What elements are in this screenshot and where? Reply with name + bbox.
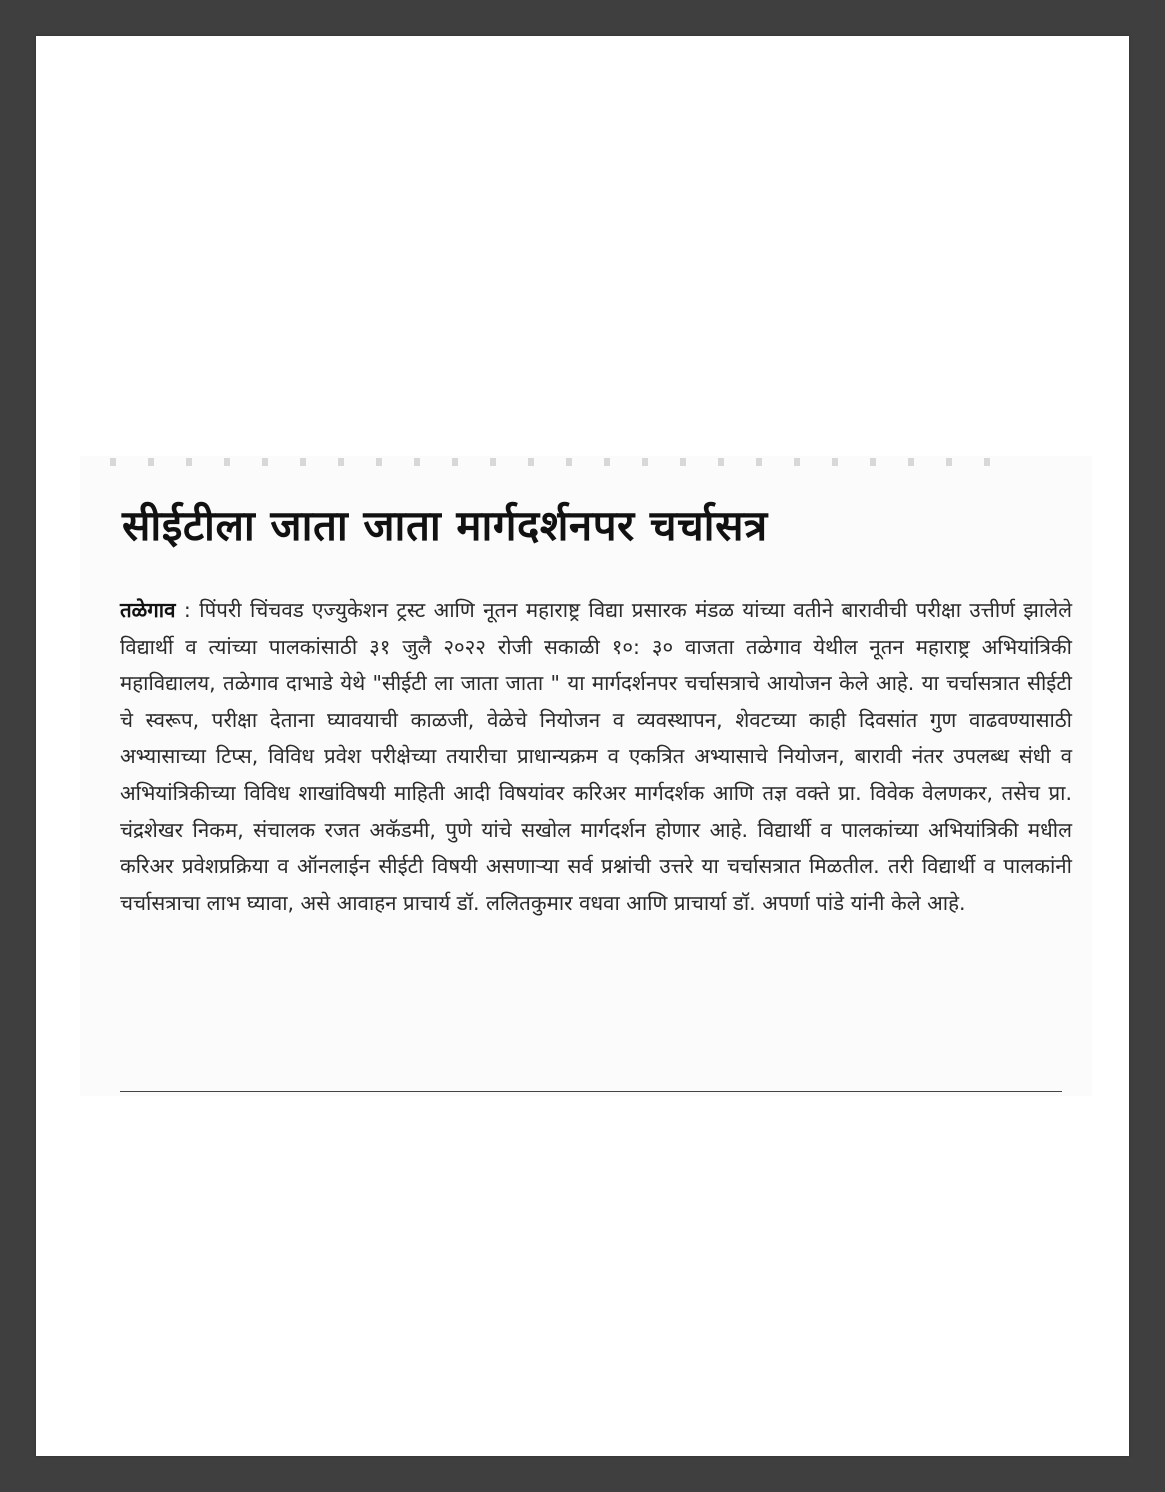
bottom-rule (120, 1091, 1062, 1092)
article-body-text: पिंपरी चिंचवड एज्युकेशन ट्रस्ट आणि नूतन महाराष्ट्र विद्या प्रसारक मंडळ यांच्या वतीने बारावीची परीक्षा उत्तीर्ण झालेले विद्यार्थी व त्यांच्या पालकांसाठी ३१ जुलै २०२२ रोजी सकाळी १०: ३० वाजता तळेगाव येथील नूतन महाराष्ट्र अभियांत्रिकी महाविद्यालय, तळेगाव दाभाडे येथे "सीईटी ला जाता जाता " या मार्गदर्शनपर चर्चासत्राचे आयोजन केले आहे. या चर्चासत्रात सीईटी चे स्वरूप, परीक्षा देताना घ्यावयाची काळजी, वेळेचे नियोजन व व्यवस्थापन, शेवटच्या काही दिवसांत गुण वाढवण्यासाठी अभ्यासाच्या टिप्स, विविध प्रवेश परीक्षेच्या तयारीचा प्राधान्यक्रम व एकत्रित अभ्यासाचे नियोजन, बारावी नंतर उपलब्ध संधी व अभियांत्रिकीच्या विविध शाखांविषयी माहिती आदी विषयांवर करिअर मार्गदर्शक आणि तज्ञ वक्ते प्रा. विवेक वेलणकर, तसेच प्रा. चंद्रशेखर निकम, संचालक रजत अकॅडमी, पुणे यांचे सखोल मार्गदर्शन होणार आहे. विद्यार्थी व पालकांच्या अभियांत्रिकी मधील करिअर प्रवेशप्रक्रिया व ऑनलाईन सीईटी विषयी असणाऱ्या सर्व प्रश्नांची उत्तरे या चर्चासत्रात मिळतील. तरी विद्यार्थी व पालकांनी चर्चासत्राचा लाभ घ्यावा, असे आवाहन प्राचार्य डॉ. ललितकुमार वधवा आणि प्राचार्या डॉ. अपर्णा पांडे यांनी केले आहे. (120, 598, 1072, 915)
article-body (120, 592, 1072, 921)
cut-previous-article-fragment (110, 458, 1010, 466)
dateline-separator: : (175, 598, 200, 622)
article-dateline: तळेगाव (120, 598, 176, 622)
page-sheet (36, 36, 1129, 1456)
newspaper-clipping (80, 456, 1092, 1096)
article-headline: सीईटीला जाता जाता मार्गदर्शनपर चर्चासत्र (122, 501, 768, 550)
